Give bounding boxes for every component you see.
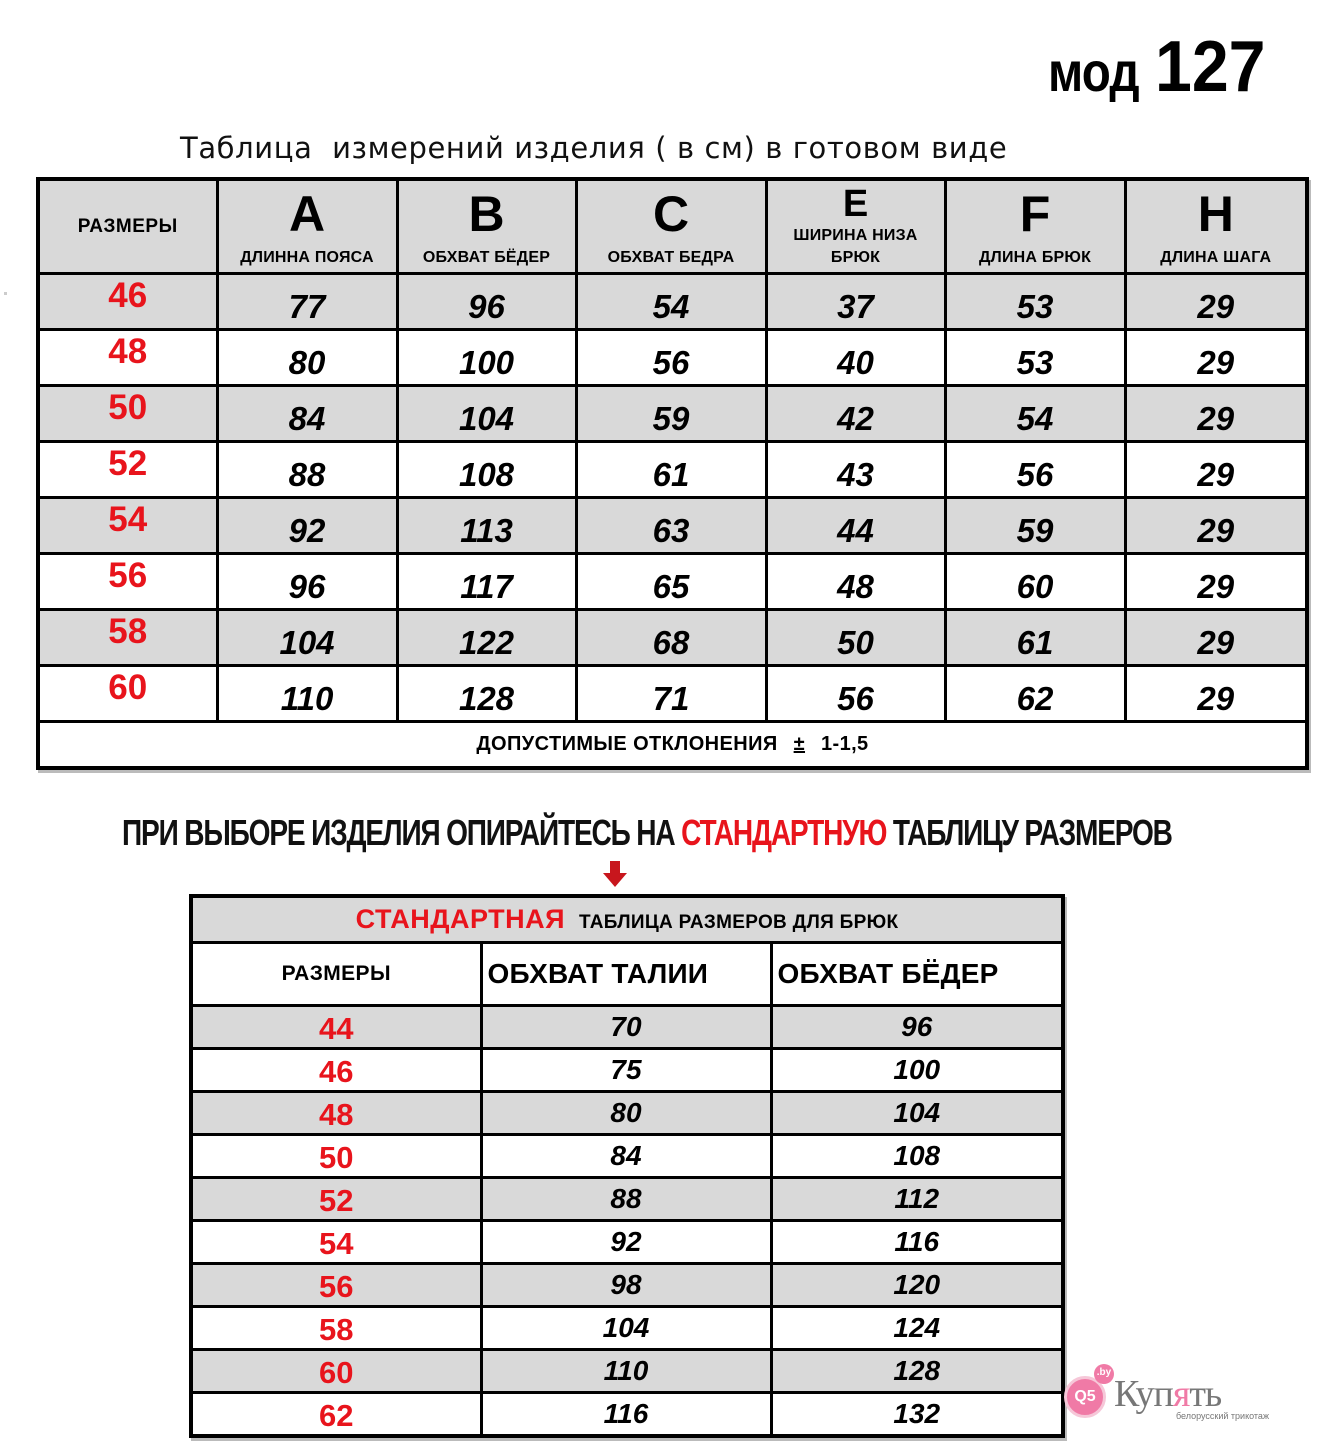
std-hips-cell: 96 — [771, 1006, 1063, 1049]
std-size-cell: 58 — [191, 1307, 481, 1350]
measurements-caption: Таблица измерений изделия ( в см) в готовом виде — [180, 131, 1008, 165]
standard-size-row — [191, 1307, 1063, 1350]
measurement-value-cell: 42 — [766, 386, 945, 442]
column-description: ОБХВАТ БЕДРА — [607, 248, 735, 266]
measurement-value-cell: 37 — [766, 274, 945, 330]
column-header-e — [766, 179, 945, 274]
std-size-cell: 48 — [191, 1092, 481, 1135]
measurement-value-cell: 61 — [576, 442, 766, 498]
measurement-value-cell: 54 — [576, 274, 766, 330]
measurement-value-cell: 96 — [397, 274, 576, 330]
measurement-value-cell: 104 — [217, 610, 397, 666]
measurement-row — [38, 554, 1307, 610]
measurement-value-cell: 128 — [397, 666, 576, 722]
std-column-header-waist: ОБХВАТ ТАЛИИ — [481, 943, 771, 1006]
standard-size-row — [191, 1178, 1063, 1221]
measurement-value-cell: 62 — [945, 666, 1125, 722]
measurement-value-cell: 53 — [945, 274, 1125, 330]
tolerance-row — [38, 722, 1307, 769]
measurement-value-cell: 29 — [1125, 274, 1307, 330]
measurement-row — [38, 442, 1307, 498]
column-letter: A — [288, 185, 326, 242]
measurements-header-row — [38, 179, 1307, 274]
advice-prefix: ПРИ ВЫБОРЕ ИЗДЕЛИЯ ОПИРАЙТЕСЬ НА — [122, 812, 682, 853]
measurement-value-cell: 88 — [217, 442, 397, 498]
edge-artifact — [4, 292, 7, 295]
measurement-value-cell: 48 — [766, 554, 945, 610]
column-header-f — [945, 179, 1125, 274]
standard-size-row — [191, 1350, 1063, 1393]
measurement-row — [38, 386, 1307, 442]
size-cell: 54 — [38, 498, 217, 554]
measurement-value-cell: 50 — [766, 610, 945, 666]
std-hips-cell: 104 — [771, 1092, 1063, 1135]
std-column-header-size: РАЗМЕРЫ — [191, 943, 481, 1006]
logo-by-badge: .by — [1094, 1364, 1114, 1384]
column-header-c — [576, 179, 766, 274]
measurement-value-cell: 29 — [1125, 554, 1307, 610]
std-size-cell: 52 — [191, 1178, 481, 1221]
measurement-value-cell: 56 — [766, 666, 945, 722]
logo-wordmark-accent: я — [1172, 1373, 1190, 1415]
standard-table-title-rest: ТАБЛИЦА РАЗМЕРОВ ДЛЯ БРЮК — [579, 912, 899, 933]
std-size-cell: 44 — [191, 1006, 481, 1049]
column-description: ДЛИННА ПОЯСА — [240, 248, 374, 266]
measurement-value-cell: 56 — [945, 442, 1125, 498]
column-description-line2: БРЮК — [830, 248, 881, 266]
column-description-line1: ШИРИНА НИЗА — [793, 226, 918, 244]
measurement-value-cell: 110 — [217, 666, 397, 722]
logo-badge-icon: Q5 — [1064, 1376, 1106, 1418]
column-letter: B — [468, 185, 505, 242]
advice-suffix: ТАБЛИЦУ РАЗМЕРОВ — [886, 812, 1172, 853]
measurements-table — [36, 177, 1309, 770]
measurement-value-cell: 54 — [945, 386, 1125, 442]
column-letter: F — [1019, 185, 1051, 242]
brand-logo — [1064, 1362, 1269, 1422]
logo-wordmark-end: ть — [1189, 1373, 1222, 1415]
measurement-value-cell: 29 — [1125, 330, 1307, 386]
column-letter: C — [652, 185, 690, 242]
column-header-b — [397, 179, 576, 274]
standard-table-caption — [191, 896, 1063, 943]
measurements-body — [38, 274, 1307, 722]
measurement-row — [38, 610, 1307, 666]
std-waist-cell: 104 — [481, 1307, 771, 1350]
measurement-value-cell: 92 — [217, 498, 397, 554]
tolerance-value: 1-1,5 — [820, 733, 869, 755]
std-hips-cell: 116 — [771, 1221, 1063, 1264]
logo-wordmark — [1114, 1372, 1221, 1416]
size-cell: 46 — [38, 274, 217, 330]
std-waist-cell: 110 — [481, 1350, 771, 1393]
measurement-value-cell: 117 — [397, 554, 576, 610]
column-header-a — [217, 179, 397, 274]
arrow-down-icon — [603, 861, 627, 887]
std-size-cell: 54 — [191, 1221, 481, 1264]
measurement-value-cell: 59 — [576, 386, 766, 442]
std-hips-cell: 124 — [771, 1307, 1063, 1350]
column-header-h — [1125, 179, 1307, 274]
plus-minus-icon: ± — [793, 733, 806, 755]
column-description: ОБХВАТ БЁДЕР — [422, 248, 551, 266]
std-hips-cell: 108 — [771, 1135, 1063, 1178]
measurement-value-cell: 108 — [397, 442, 576, 498]
measurement-value-cell: 60 — [945, 554, 1125, 610]
logo-wordmark-start: Куп — [1114, 1373, 1173, 1415]
std-waist-cell: 84 — [481, 1135, 771, 1178]
measurement-value-cell: 104 — [397, 386, 576, 442]
standard-size-row — [191, 1264, 1063, 1307]
measurement-value-cell: 56 — [576, 330, 766, 386]
standard-size-row — [191, 1049, 1063, 1092]
measurement-value-cell: 100 — [397, 330, 576, 386]
std-hips-cell: 112 — [771, 1178, 1063, 1221]
measurement-value-cell: 63 — [576, 498, 766, 554]
measurement-value-cell: 113 — [397, 498, 576, 554]
std-size-cell: 50 — [191, 1135, 481, 1178]
std-waist-cell: 70 — [481, 1006, 771, 1049]
size-cell: 60 — [38, 666, 217, 722]
measurement-value-cell: 84 — [217, 386, 397, 442]
size-cell: 56 — [38, 554, 217, 610]
std-hips-cell: 132 — [771, 1393, 1063, 1437]
standard-table-caption-row — [191, 896, 1063, 943]
standard-table-title-highlight: СТАНДАРТНАЯ — [355, 904, 566, 934]
measurement-value-cell: 29 — [1125, 610, 1307, 666]
size-cell: 50 — [38, 386, 217, 442]
column-description: ДЛИНА БРЮК — [978, 248, 1092, 266]
standard-size-row — [191, 1006, 1063, 1049]
std-hips-cell: 128 — [771, 1350, 1063, 1393]
measurement-row — [38, 666, 1307, 722]
std-hips-cell: 100 — [771, 1049, 1063, 1092]
measurement-value-cell: 61 — [945, 610, 1125, 666]
tolerance-label: ДОПУСТИМЫЕ ОТКЛОНЕНИЯ — [476, 733, 778, 755]
measurement-value-cell: 65 — [576, 554, 766, 610]
column-letter: H — [1197, 185, 1234, 242]
measurement-value-cell: 29 — [1125, 442, 1307, 498]
measurement-value-cell: 44 — [766, 498, 945, 554]
column-description — [768, 225, 944, 269]
measurement-row — [38, 330, 1307, 386]
std-hips-cell: 120 — [771, 1264, 1063, 1307]
tolerance-cell — [38, 722, 1307, 769]
std-size-cell: 60 — [191, 1350, 481, 1393]
size-column-header: РАЗМЕРЫ — [38, 179, 217, 274]
std-column-header-hips: ОБХВАТ БЁДЕР — [771, 943, 1063, 1006]
std-waist-cell: 98 — [481, 1264, 771, 1307]
std-waist-cell: 92 — [481, 1221, 771, 1264]
measurement-value-cell: 53 — [945, 330, 1125, 386]
logo-tagline: белорусский трикотаж — [1176, 1411, 1269, 1421]
std-waist-cell: 88 — [481, 1178, 771, 1221]
measurement-row — [38, 274, 1307, 330]
std-waist-cell: 116 — [481, 1393, 771, 1437]
model-number: 127 — [1155, 27, 1266, 107]
measurement-value-cell: 71 — [576, 666, 766, 722]
standard-size-row — [191, 1221, 1063, 1264]
std-waist-cell: 75 — [481, 1049, 771, 1092]
standard-size-row — [191, 1135, 1063, 1178]
measurement-value-cell: 29 — [1125, 666, 1307, 722]
measurement-value-cell: 96 — [217, 554, 397, 610]
model-title — [1048, 26, 1275, 108]
advice-text — [122, 812, 1172, 854]
size-cell: 58 — [38, 610, 217, 666]
column-description: ДЛИНА ШАГА — [1160, 248, 1272, 266]
standard-table-header-row — [191, 943, 1063, 1006]
advice-highlight: СТАНДАРТНУЮ — [681, 812, 887, 853]
measurement-value-cell: 80 — [217, 330, 397, 386]
column-letter: E — [842, 182, 869, 225]
measurement-value-cell: 59 — [945, 498, 1125, 554]
std-waist-cell: 80 — [481, 1092, 771, 1135]
measurement-value-cell: 77 — [217, 274, 397, 330]
standard-size-row — [191, 1393, 1063, 1437]
measurement-value-cell: 43 — [766, 442, 945, 498]
std-size-cell: 46 — [191, 1049, 481, 1092]
size-cell: 48 — [38, 330, 217, 386]
measurement-value-cell: 29 — [1125, 498, 1307, 554]
standard-table-body — [191, 1006, 1063, 1437]
standard-size-table — [189, 894, 1065, 1438]
standard-size-row — [191, 1092, 1063, 1135]
measurement-value-cell: 29 — [1125, 386, 1307, 442]
measurement-value-cell: 40 — [766, 330, 945, 386]
model-prefix: мод — [1048, 40, 1139, 103]
measurement-value-cell: 122 — [397, 610, 576, 666]
std-size-cell: 56 — [191, 1264, 481, 1307]
measurement-row — [38, 498, 1307, 554]
measurement-value-cell: 68 — [576, 610, 766, 666]
std-size-cell: 62 — [191, 1393, 481, 1437]
size-cell: 52 — [38, 442, 217, 498]
